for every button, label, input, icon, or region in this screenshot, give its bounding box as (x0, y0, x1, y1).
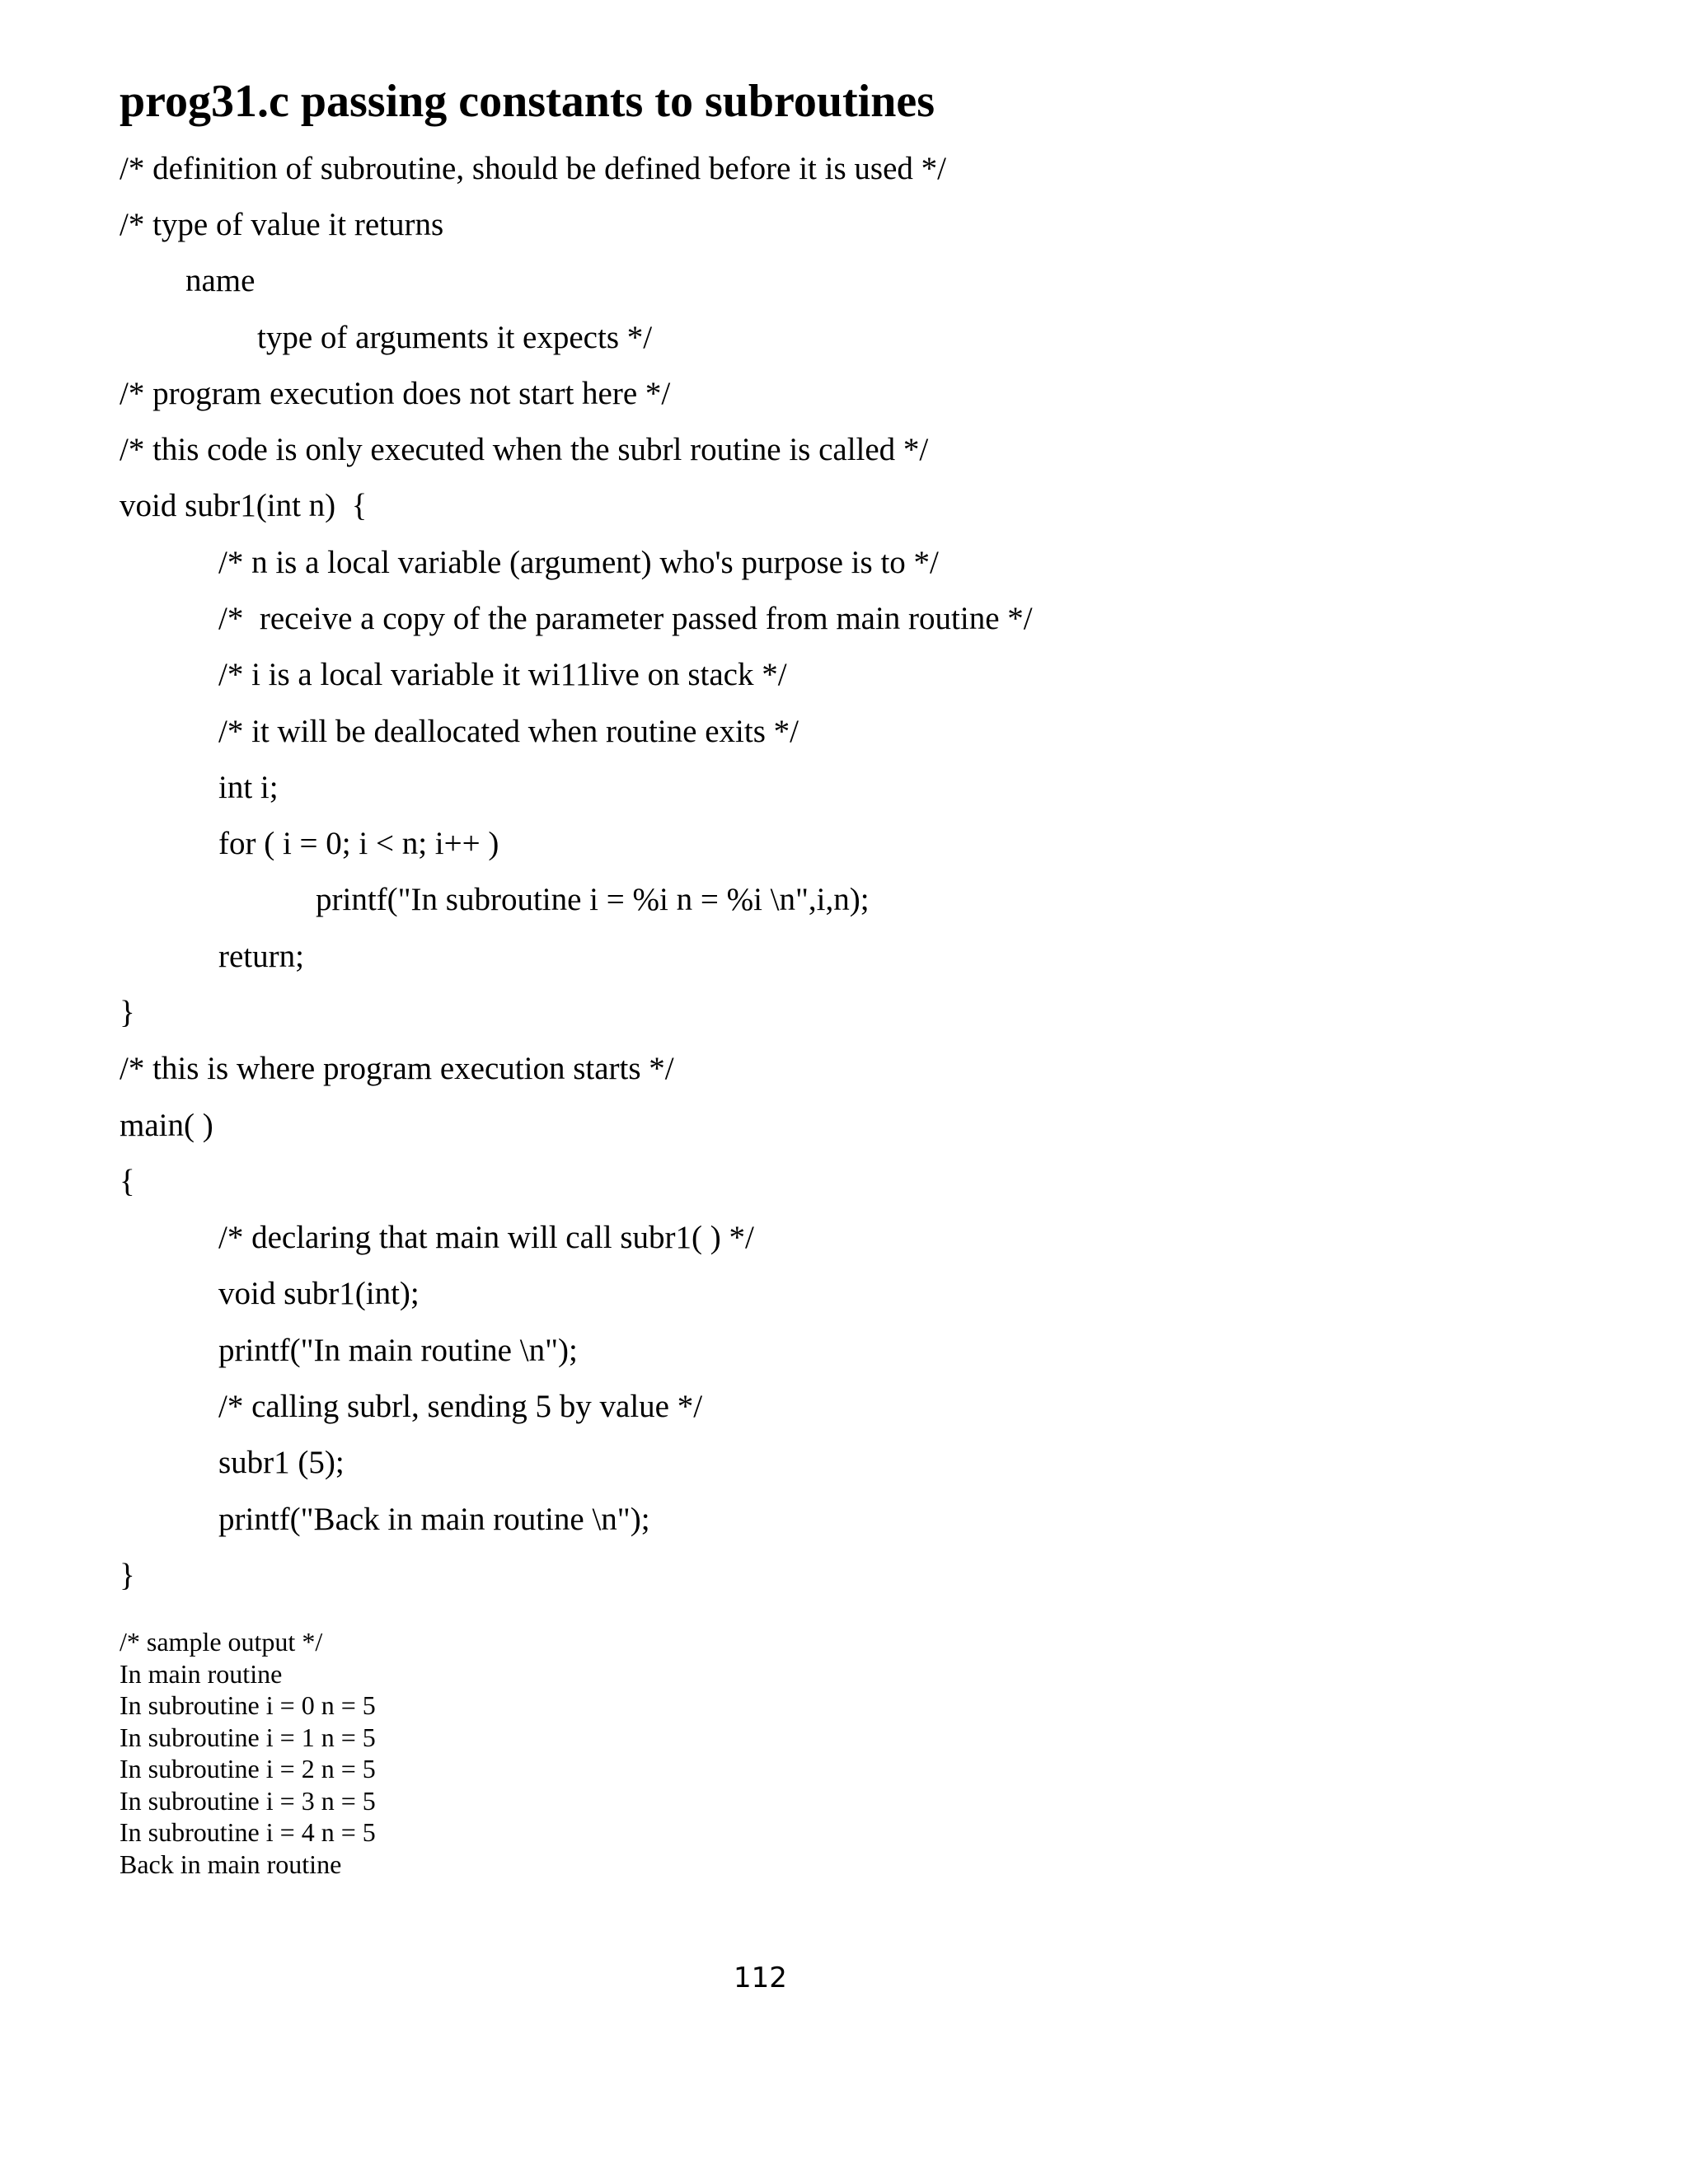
code-line: } (120, 995, 135, 1030)
code-line: void subr1(int n) { (120, 488, 368, 523)
output-line: In subroutine i = 0 n = 5 (120, 1690, 376, 1720)
code-line: int i; (218, 770, 279, 805)
code-line: void subr1(int); (218, 1276, 420, 1311)
code-line: /* i is a local variable it wi11live on stack */ (218, 657, 787, 692)
code-line: printf("In main routine \n"); (218, 1333, 578, 1368)
code-line: /* n is a local variable (argument) who's purpose is to */ (218, 545, 939, 580)
code-line: /* declaring that main will call subr1( ) */ (218, 1220, 754, 1255)
code-line: main( ) (120, 1108, 213, 1143)
code-line: /* type of value it returns (120, 207, 444, 242)
sample-output (120, 1626, 376, 1880)
code-line: /* definition of subroutine, should be defined before it is used */ (120, 151, 946, 186)
output-line: In subroutine i = 2 n = 5 (120, 1754, 376, 1783)
code-line: } (120, 1558, 135, 1593)
output-line: In subroutine i = 4 n = 5 (120, 1817, 376, 1847)
code-line: printf("In subroutine i = %i n = %i \n",i,n); (316, 882, 870, 917)
code-line: /* this is where program execution starts */ (120, 1051, 674, 1086)
page-number: 112 (734, 1961, 787, 1994)
code-line: type of arguments it expects */ (257, 320, 653, 355)
code-line: name (185, 263, 256, 298)
output-line: /* sample output */ (120, 1627, 323, 1657)
code-line: /* calling subrl, sending 5 by value */ (218, 1389, 703, 1424)
output-line: In subroutine i = 1 n = 5 (120, 1722, 376, 1752)
code-line: /* it will be deallocated when routine exits */ (218, 714, 799, 749)
code-line: /* this code is only executed when the subrl routine is called */ (120, 432, 929, 467)
code-line: subr1 (5); (218, 1445, 345, 1480)
code-line: printf("Back in main routine \n"); (218, 1502, 650, 1537)
code-line: { (120, 1164, 135, 1199)
code-line: /* receive a copy of the parameter passed from main routine */ (218, 601, 1033, 636)
output-line: In main routine (120, 1658, 283, 1689)
output-line: Back in main routine (120, 1849, 342, 1879)
code-line: /* program execution does not start here */ (120, 376, 671, 411)
page-title: prog31.c passing constants to subroutines (120, 76, 935, 127)
code-line: for ( i = 0; i < n; i++ ) (218, 826, 499, 861)
output-line: In subroutine i = 3 n = 5 (120, 1785, 376, 1816)
code-line: return; (218, 939, 304, 974)
